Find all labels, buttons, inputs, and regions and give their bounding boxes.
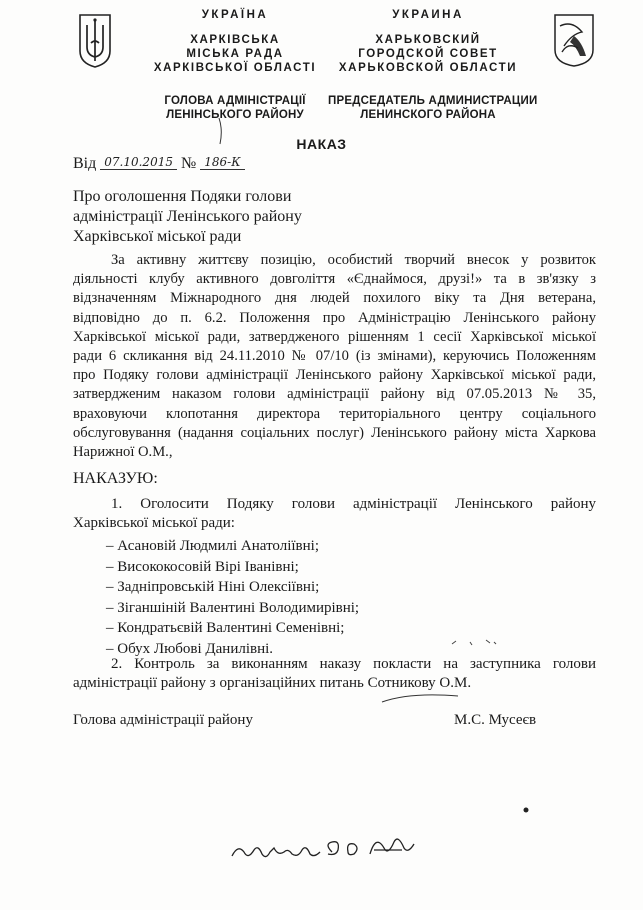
country-label: УКРАИНА bbox=[392, 9, 464, 21]
council-line: МІСЬКА РАДА bbox=[186, 48, 284, 60]
list-item: – Висококосовій Вірі Іванівні; bbox=[106, 558, 299, 575]
head-line: ГОЛОВА АДМІНІСТРАЦІЇ bbox=[164, 95, 306, 107]
scan-mark bbox=[450, 636, 498, 648]
subject-line: Харківської міської ради bbox=[73, 228, 242, 245]
subject-line: Про оголошення Подяки голови bbox=[73, 188, 292, 205]
list-item: – Обух Любові Данилівні. bbox=[106, 640, 274, 657]
list-item: – Задніпровській Ніні Олексіївні; bbox=[106, 579, 320, 595]
signatory-name: М.С. Мусеєв bbox=[454, 712, 537, 728]
paragraph-line: За активну життєву позицію, особистий творчий внесок у розвиток bbox=[111, 252, 596, 268]
paragraph-line: обслуговування (надання соціальних послуг) Ленінського району міста Харкова bbox=[73, 424, 596, 441]
council-line: ГОРОДСКОЙ СОВЕТ bbox=[358, 48, 498, 60]
council-name bbox=[140, 33, 330, 75]
list-item: – Зіганшіній Валентині Володимирівні; bbox=[106, 599, 360, 616]
order-date-number bbox=[73, 155, 245, 173]
signatory-title: Голова адміністрації району bbox=[73, 712, 253, 728]
handwritten-signature bbox=[228, 830, 418, 870]
item-line: 2. Контроль за виконанням наказу покласти на заступника голови bbox=[111, 656, 596, 672]
council-name bbox=[328, 33, 528, 75]
coat-of-arms-icon bbox=[78, 13, 112, 69]
paragraph-line: діяльності клубу активного довголіття «Єднаймося, друзі!» та в зв'язку з bbox=[73, 271, 596, 288]
subject-line: адміністрації Ленінського району bbox=[73, 208, 302, 225]
paragraph-line: Харківської міської ради, затвердженого рішенням 1 сесії Харківської міської bbox=[73, 328, 596, 345]
handwritten-stroke bbox=[380, 690, 460, 708]
council-line: ХАРЬКОВСКОЙ ОБЛАСТИ bbox=[338, 62, 518, 74]
date-prefix: Від bbox=[73, 155, 97, 172]
handwritten-date: 07.10.2015 bbox=[100, 155, 177, 170]
header-ukrainian bbox=[140, 9, 330, 122]
head-line: ЛЕНІНСЬКОГО РАЙОНУ bbox=[166, 109, 304, 121]
city-emblem-icon bbox=[552, 12, 596, 68]
item-line: адміністрації району з організаційних питань Сотникову О.М. bbox=[73, 675, 472, 691]
head-title bbox=[328, 94, 538, 122]
header-russian bbox=[328, 9, 538, 122]
preamble-paragraph bbox=[73, 251, 596, 462]
awardee-list bbox=[106, 536, 359, 659]
number-prefix: № bbox=[180, 155, 197, 172]
head-line: ПРЕДСЕДАТЕЛЬ АДМИНИСТРАЦИИ bbox=[328, 95, 538, 107]
council-line: ХАРЬКОВСКИЙ bbox=[375, 34, 481, 46]
country-label: УКРАЇНА bbox=[201, 9, 269, 21]
scan-dot bbox=[522, 806, 530, 814]
order-item-1 bbox=[73, 495, 596, 533]
paragraph-line: враховуючи клопотання директора територіального центру соціального bbox=[73, 405, 596, 422]
order-subject bbox=[73, 187, 302, 247]
list-item: – Кондратьєвій Валентині Семенівні; bbox=[106, 620, 345, 636]
head-title bbox=[140, 94, 330, 122]
order-item-2 bbox=[73, 655, 596, 693]
list-item: – Асановій Людмилі Анатоліївні; bbox=[106, 538, 319, 554]
council-line: ХАРКІВСЬКА bbox=[190, 34, 280, 46]
paragraph-line: відзначенням Міжнародного дня людей похилого віку та Дня ветерана, bbox=[73, 290, 596, 307]
document-title: НАКАЗ bbox=[296, 136, 347, 152]
head-line: ЛЕНИНСКОГО РАЙОНА bbox=[360, 109, 496, 121]
decree-word: НАКАЗУЮ: bbox=[73, 470, 158, 487]
paragraph-line: відповідно до п. 6.2. Положення про Адміністрацію Ленінського району bbox=[73, 309, 596, 326]
paragraph-line: Нарижної О.М., bbox=[73, 444, 173, 461]
item-line: 1. Оголосити Подяку голови адміністрації Ленінського району bbox=[111, 496, 596, 512]
handwritten-number: 186-К bbox=[200, 155, 244, 170]
paragraph-line: про Подяку голови адміністрації Ленінського району Харківської міської ради, bbox=[73, 367, 596, 384]
paragraph-line: ради 6 скликання від 24.11.2010 № 07/10 (із змінами), керуючись Положенням bbox=[73, 348, 596, 365]
paragraph-line: затвердженим наказом голови адміністрації району від 07.05.2013 № 35, bbox=[73, 386, 596, 403]
item-line: Харківської міської ради: bbox=[73, 515, 235, 531]
council-line: ХАРКІВСЬКОЇ ОБЛАСТІ bbox=[153, 62, 317, 74]
